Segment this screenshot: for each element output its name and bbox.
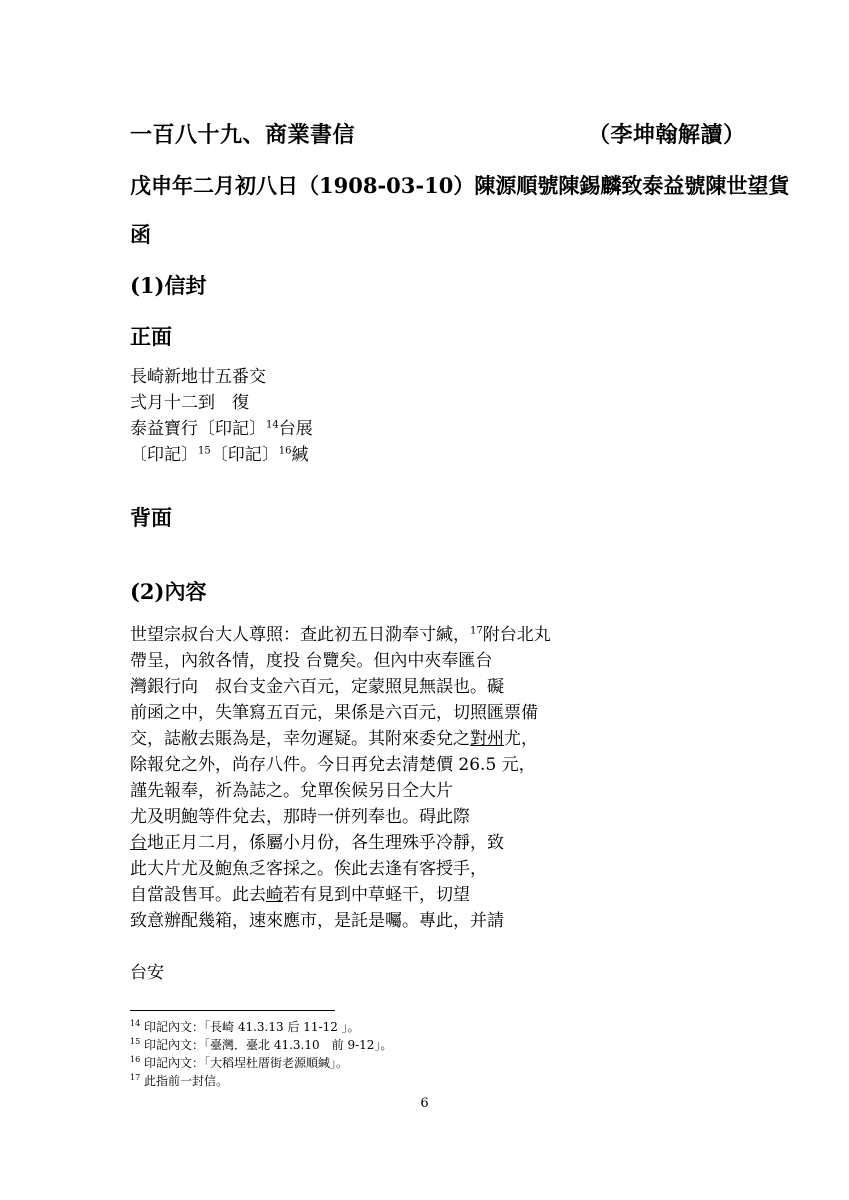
letter-line: 世望宗叔台大人尊照：查此初五日泐奉寸緘，$^{17}$附台北丸 [130, 625, 551, 645]
letter-line: 此大片尤及鮑魚乏客採之。俟此去逢有客授手， [130, 859, 487, 879]
letter-line: 除報兌之外，尚存八件。今日再兌去清楚價 26.5 元， [130, 755, 536, 775]
footnote-mark: 14 [130, 1019, 141, 1028]
footnote-mark: 16 [130, 1055, 141, 1064]
footnote: $^{15}$ 印記內文：「臺灣．臺北 41.3.10 前 9-12」。 [130, 1037, 393, 1052]
envelope-front-heading: 正面 [130, 324, 172, 349]
envelope-front-line: 長崎新地廿五番交 [130, 367, 266, 387]
subtitle-line-2: 函 [130, 222, 151, 247]
footnote: $^{16}$ 印記內文：「大稻埕杜厝街老源順緘」。 [130, 1055, 349, 1070]
envelope-back-heading: 背面 [130, 505, 172, 530]
letter-line: 尤及明鮑等件兌去，那時一併列奉也。碍此際 [130, 807, 470, 827]
envelope-front-line: 〔印記〕$^{15}$〔印記〕$^{16}$緘 [130, 445, 309, 465]
letter-line: 前函之中，失筆寫五百元，果係是六百元，切照匯票備 [130, 703, 538, 723]
footnote-ref: 17 [470, 625, 483, 637]
envelope-front-line: 泰益寶行〔印記〕$^{14}$台展 [130, 419, 313, 439]
footnote: $^{17}$ 此指前一封信。 [130, 1073, 229, 1088]
footnote-mark: 17 [130, 1073, 141, 1082]
footnote-ref: 15 [198, 445, 211, 457]
letter-line: 台地正月二月，係屬小月份，各生理殊乎冷靜，致 [130, 833, 504, 853]
footnote-ref: 16 [278, 445, 292, 457]
letter-line: 灣銀行向 叔台支金六百元，定蒙照見無誤也。礙 [130, 677, 504, 697]
footnote-ref: 14 [266, 419, 279, 431]
page-number: 6 [420, 1096, 429, 1111]
envelope-front-line: 弍月十二到 復 [130, 393, 249, 413]
footnote-separator [130, 1010, 335, 1011]
subtitle-line-1: 戊申年二月初八日（1908-03-10）陳源順號陳錫麟致泰益號陳世望貨 [130, 173, 790, 198]
place-name-underlined: 崎 [266, 885, 283, 905]
place-name-underlined: 台 [130, 833, 147, 853]
letter-line: 謹先報奉，祈為誌之。兌單俟候另日仝大片 [130, 781, 453, 801]
footnote: $^{14}$ 印記內文：「長崎 41.3.13 后 11-12 」。 [130, 1019, 360, 1034]
letter-closing: 台安 [130, 963, 164, 983]
letter-line: 致意辦配幾箱，速來應市，是託是囑。專此，并請 [130, 911, 504, 931]
letter-line: 交，誌敝去賬為是，幸勿遲疑。其附來委兌之對州尤， [130, 729, 538, 749]
letter-line: 帶呈，內敘各情，度投 台覽矣。但內中夾奉匯台 [130, 651, 493, 671]
letter-line: 自當設售耳。此去崎若有見到中草蛏干，切望 [130, 885, 470, 905]
author-credit: （李坤翰解讀） [588, 122, 746, 148]
envelope-heading: (1)信封 [130, 273, 207, 298]
footnote-mark: 15 [130, 1037, 141, 1046]
section-title: 一百八十九、商業書信 [130, 122, 356, 148]
place-name-underlined: 對州 [470, 729, 504, 749]
content-heading: (2)內容 [130, 579, 207, 604]
